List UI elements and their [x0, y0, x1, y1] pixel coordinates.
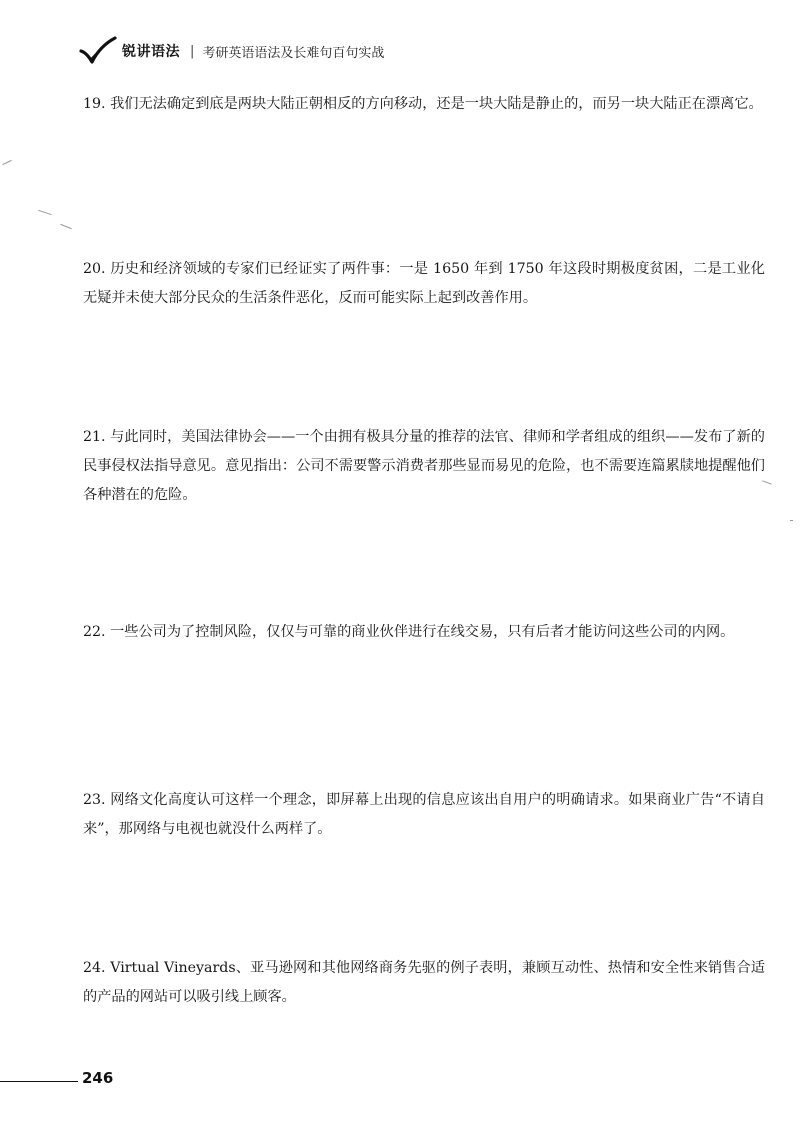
sentence-24: 24. Virtual Vineyards、亚马逊网和其他网络商务先驱的例子表明，兼顾互动性、热情和安全性来销售合适的产品的网站可以吸引线上顾客。	[83, 960, 765, 1005]
page-number: 246	[82, 1069, 114, 1087]
page-header	[78, 34, 384, 68]
header-separator: |	[190, 43, 195, 59]
sentence-21: 21. 与此同时，美国法律协会——一个由拥有极具分量的推荐的法官、律师和学者组成的组织——发布了新的民事侵权法指导意见。意见指出：公司不需要警示消费者那些显而易见的危险，也不需要连篇累牍地提醒他们各种潜在的危险。	[83, 429, 765, 503]
brand-name: 锐讲语法	[122, 44, 180, 60]
sentence-23: 23. 网络文化高度认可这样一个理念，即屏幕上出现的信息应该出自用户的明确请求。如果商业广告“不请自来”，那网络与电视也就没什么两样了。	[83, 792, 765, 837]
footer-rule	[0, 1081, 78, 1082]
scan-speck	[60, 224, 72, 229]
scan-speck	[2, 160, 11, 165]
sentence-19: 19. 我们无法确定到底是两块大陆正朝相反的方向移动，还是一块大陆是静止的，而另一块大陆正在漂离它。	[83, 96, 763, 112]
scan-speck	[38, 210, 52, 215]
sentence-22: 22. 一些公司为了控制风险，仅仅与可靠的商业伙伴进行在线交易，只有后者才能访问这些公司的内网。	[83, 624, 735, 640]
checkmark-pen-icon	[78, 36, 118, 66]
book-subtitle: 考研英语语法及长难句百句实战	[202, 45, 385, 61]
sentence-20: 20. 历史和经济领域的专家们已经证实了两件事：一是 1650 年到 1750 年这段时期极度贫困，二是工业化无疑并未使大部分民众的生活条件恶化，反而可能实际上起到改善作用。	[83, 261, 765, 306]
scan-speck	[790, 520, 793, 521]
